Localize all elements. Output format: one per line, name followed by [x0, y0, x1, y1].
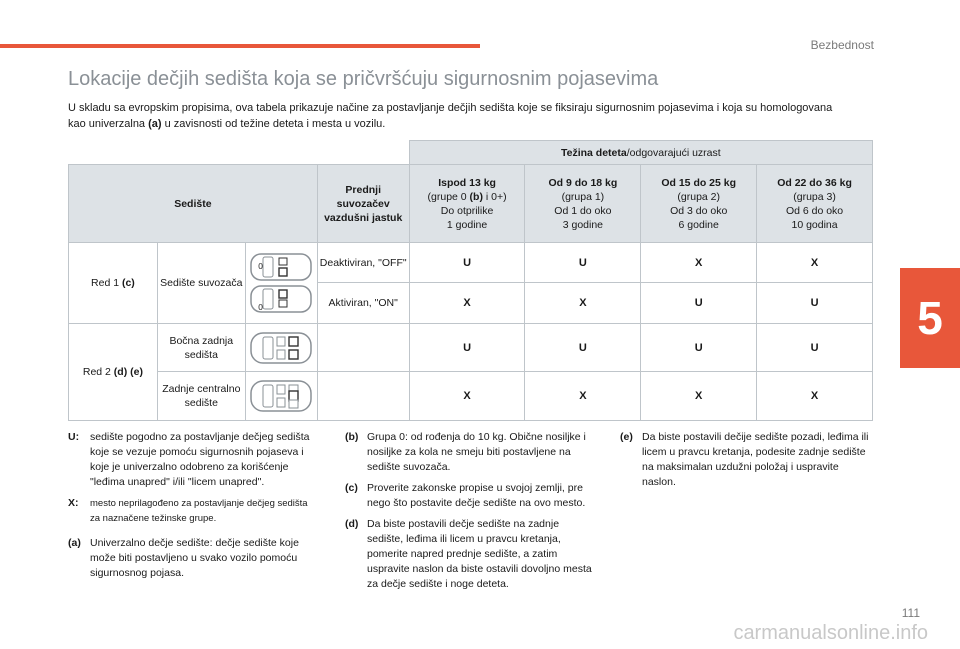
value-cell: U [641, 283, 757, 324]
row2-side-seats: Bočna zadnja sedišta [157, 324, 245, 372]
car-rear-center-icon [249, 379, 313, 413]
watermark: carmanualsonline.info [733, 622, 928, 644]
note-u: U: sedište pogodno za postavljanje dečjeg sedišta koje se vezuje pomoću sigurnosnih pojaseva i koje je univerzalno odobreno za korišćenje "leđima unapred" i/ili "licem unapred". [68, 431, 310, 488]
col-header-2: Od 15 do 25 kg (grupa 2) Od 3 do oko 6 godine [641, 165, 757, 243]
notes-column-2 [345, 430, 595, 598]
airbag-empty [317, 372, 409, 421]
notes-column-3 [620, 430, 870, 496]
weight-header: Težina deteta/odgovarajući uzrast [409, 141, 872, 165]
airbag-empty [317, 324, 409, 372]
row2-label: Red 2 (d) (e) [69, 324, 158, 421]
row2-center-seat: Zadnje centralno sedište [157, 372, 245, 421]
value-cell: U [641, 324, 757, 372]
seat-header: Sedište [69, 165, 318, 243]
page-number: 111 [901, 606, 920, 620]
row1-car-icons [245, 243, 317, 324]
value-cell: X [409, 283, 525, 324]
col-header-3: Od 22 do 36 kg (grupa 3) Od 6 do oko 10 godina [757, 165, 873, 243]
page-title: Lokacije dečjih sedišta koja se pričvršćuju sigurnosnim pojasevima [68, 68, 659, 90]
airbag-off: Deaktiviran, "OFF" [317, 243, 409, 283]
svg-text:0: 0 [258, 303, 264, 312]
value-cell: X [525, 283, 641, 324]
airbag-on: Aktiviran, "ON" [317, 283, 409, 324]
note-c: (c) Proverite zakonske propise u svojoj zemlji, pre nego što postavite dečje sedište na ovo mesto. [345, 482, 586, 509]
col-header-0: Ispod 13 kg (grupe 0 (b) i 0+) Do otprilike 1 godine [409, 165, 525, 243]
value-cell: U [409, 243, 525, 283]
section-label: Bezbednost [810, 38, 874, 52]
airbag-header: Prednji suvozačev vazdušni jastuk [317, 165, 409, 243]
row1-seat: Sedište suvozača [157, 243, 245, 324]
svg-text:0: 0 [258, 262, 264, 271]
value-cell: U [757, 283, 873, 324]
row2-center-car-icon-cell [245, 372, 317, 421]
notes-column-1 [68, 430, 318, 587]
car-front-passenger-icon [249, 284, 313, 314]
value-cell: X [757, 372, 873, 421]
child-seat-table [68, 140, 873, 421]
value-cell: X [525, 372, 641, 421]
note-b: (b) Grupa 0: od rođenja do 10 kg. Obične nosiljke i nosiljke za kola ne smeju biti postavljene na sedište suvozača. [345, 431, 586, 473]
note-d: (d) Da biste postavili dečje sedište na zadnje sedište, leđima ili licem u pravcu kretanja, pomerite napred prednje sedište, a zatim uspravite naslon da biste ostavili dovoljno mesta za dečje sedište i noge deteta. [345, 518, 592, 590]
row2-side-car-icon-cell [245, 324, 317, 372]
car-rear-side-icon [249, 331, 313, 365]
accent-bar [0, 44, 480, 48]
value-cell: U [525, 324, 641, 372]
value-cell: U [409, 324, 525, 372]
value-cell: X [641, 243, 757, 283]
car-front-passenger-icon [249, 252, 313, 282]
value-cell: X [641, 372, 757, 421]
row1-label: Red 1 (c) [69, 243, 158, 324]
note-x: X: mesto neprilagođeno za postavljanje dečjeg sedišta za naznačene težinske grupe. [68, 497, 308, 524]
chapter-tab: 5 [900, 268, 960, 368]
note-a: (a) Univerzalno dečje sedište: dečje sedište koje može biti postavljeno u svako vozilo pomoću sigurnosnog pojasa. [68, 537, 299, 579]
value-cell: X [409, 372, 525, 421]
intro-paragraph: U skladu sa evropskim propisima, ova tabela prikazuje načine za postavljanje dečjih sedišta koje se fiksiraju sigurnosnim pojasevima i koja su homologovana kao univerzalna (a) u zavisnosti od težine deteta i mesta u vozilu. [68, 102, 833, 130]
value-cell: U [525, 243, 641, 283]
note-e: (e) Da biste postavili dečije sedište pozadi, leđima ili licem u pravcu kretanja, podesite zadnje sedište na maksimalan uzdužni položaj i uspravite naslon. [620, 431, 869, 488]
col-header-1: Od 9 do 18 kg (grupa 1) Od 1 do oko 3 godine [525, 165, 641, 243]
value-cell: X [757, 243, 873, 283]
value-cell: U [757, 324, 873, 372]
